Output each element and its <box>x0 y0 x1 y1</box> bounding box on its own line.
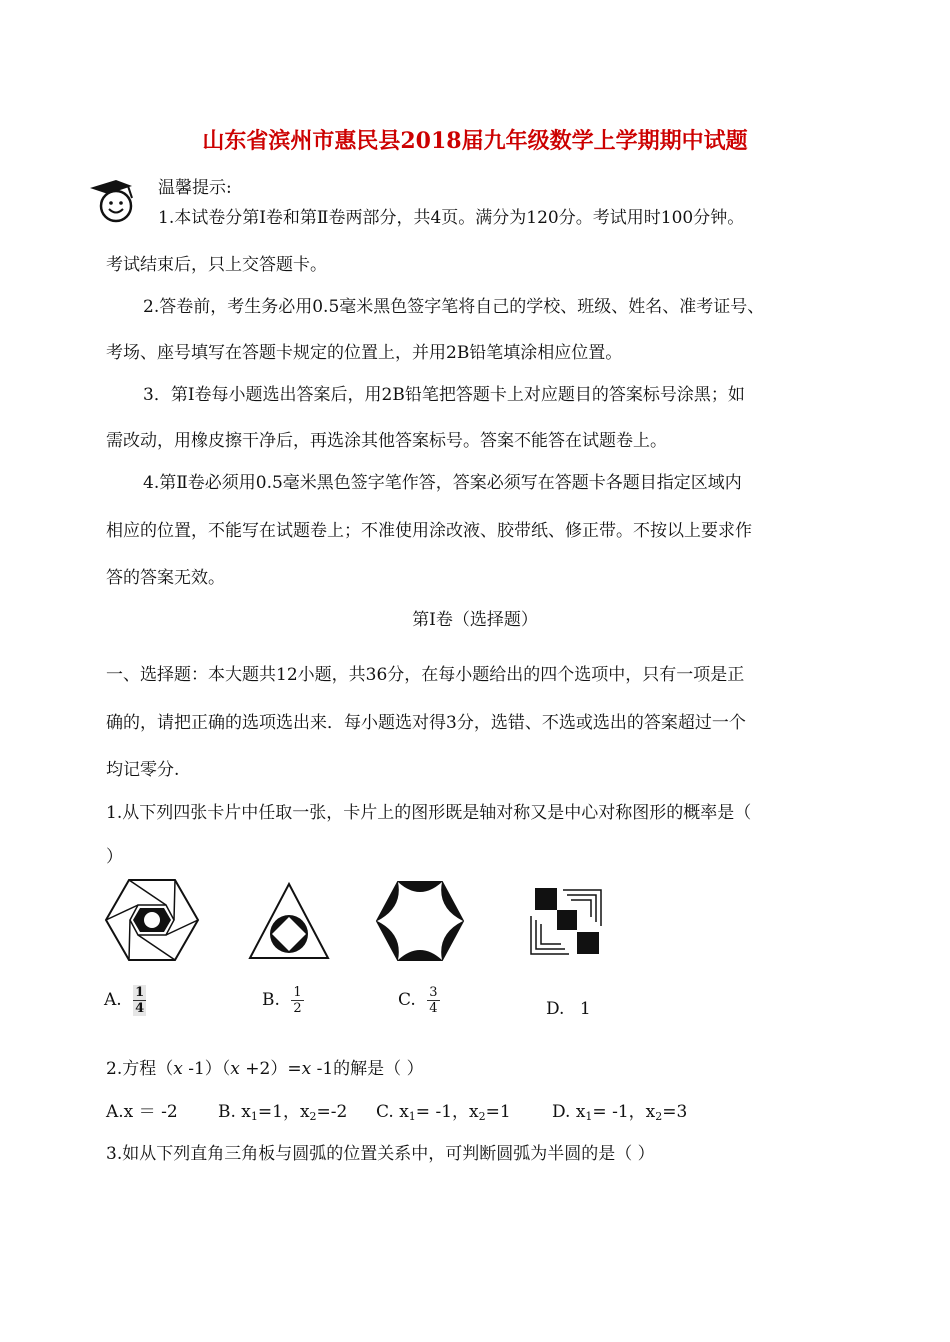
q2-option-b-post: =-2 <box>316 1102 348 1122</box>
tip-3-line-2: 需改动，用橡皮擦干净后，再选涂其他答案标号。答案不能答在试题卷上。 <box>106 431 667 451</box>
tip-2-line-2: 考场、座号填写在答题卡规定的位置上，并用2B铅笔填涂相应位置。 <box>106 343 623 363</box>
q1-option-a-label: A. <box>104 990 122 1010</box>
q2-option-b-pre: B. x <box>218 1102 251 1122</box>
q3-stem: 3.如从下列直角三角板与圆弧的位置关系中，可判断圆弧为半圆的是（ ） <box>106 1144 655 1164</box>
q1-option-b-denominator: 2 <box>293 1001 302 1016</box>
q2-option-c <box>376 1097 511 1123</box>
q2-var-x-3: x <box>301 1059 312 1079</box>
q1-option-d-label: D. <box>546 999 565 1019</box>
part1-line-2: 确的，请把正确的选项选出来．每小题选对得3分，选错、不选或选出的答案超过一个 <box>106 713 746 733</box>
q2-stem <box>106 1054 424 1079</box>
q2-stem-part-1: 2.方程（ <box>106 1059 174 1079</box>
q2-option-d-mid: = -1，x <box>592 1102 656 1122</box>
q2-option-c-post: =1 <box>485 1102 511 1122</box>
q1-option-a <box>104 985 146 1016</box>
q2-option-d-sub-2: 2 <box>655 1110 663 1123</box>
q2-option-c-pre: C. x <box>376 1102 409 1122</box>
q2-option-b-mid: =1，x <box>257 1102 310 1122</box>
section-title: 第Ⅰ卷（选择题） <box>412 610 538 630</box>
tips-heading: 温馨提示: <box>158 178 232 198</box>
q1-option-a-fraction <box>133 985 146 1016</box>
q1-stem-line-2: ） <box>106 847 123 867</box>
q2-option-c-mid: = -1，x <box>415 1102 479 1122</box>
q1-option-c-denominator: 4 <box>429 1001 438 1016</box>
card-hexagon-pinwheel-figure <box>104 878 200 962</box>
q2-option-b-sub-2: 2 <box>309 1110 317 1123</box>
q2-stem-part-4: -1的解是（ ） <box>311 1059 424 1079</box>
q2-var-x-2: x <box>230 1059 240 1079</box>
q1-option-b-numerator: 1 <box>293 985 302 1000</box>
card-hexagon-star-figure <box>375 880 465 962</box>
q1-option-c-label: C. <box>398 990 416 1010</box>
tip-4-line-2: 相应的位置，不能写在试题卷上；不准使用涂改液、胶带纸、修正带。不按以上要求作 <box>106 521 752 541</box>
q1-option-c-numerator: 3 <box>429 985 438 1000</box>
tip-3-line-1: 3．第Ⅰ卷每小题选出答案后，用2B铅笔把答题卡上对应题目的答案标号涂黑；如 <box>143 385 745 405</box>
smiley-student-icon <box>86 176 146 226</box>
part1-line-3: 均记零分. <box>106 760 180 780</box>
q1-option-b-fraction <box>291 985 303 1016</box>
q1-option-a-denominator: 4 <box>135 1001 145 1016</box>
q1-option-d <box>546 999 591 1019</box>
q1-option-d-value: 1 <box>579 999 591 1019</box>
q2-stem-part-2: -1）（ <box>182 1059 231 1079</box>
tip-4-line-3: 答的答案无效。 <box>106 568 225 588</box>
q1-option-b-label: B. <box>262 990 280 1010</box>
q2-option-d-sub-1: 1 <box>585 1110 593 1123</box>
q2-option-c-sub-1: 1 <box>408 1110 416 1123</box>
tip-2-line-1: 2.答卷前，考生务必用0.5毫米黑色签字笔将自己的学校、班级、姓名、准考证号、 <box>143 297 765 317</box>
q1-option-c-fraction <box>427 985 439 1016</box>
card-triangle-circle-figure <box>248 882 330 960</box>
q2-stem-part-3: +2）= <box>239 1059 302 1079</box>
q2-option-d-pre: D. x <box>552 1102 586 1122</box>
tip-4-line-1: 4.第Ⅱ卷必须用0.5毫米黑色签字笔作答，答案必须写在答题卡各题目指定区域内 <box>143 473 742 493</box>
tip-1-line-1: 1.本试卷分第Ⅰ卷和第Ⅱ卷两部分，共4页。满分为120分。考试用时100分钟。 <box>158 208 745 228</box>
q1-option-a-numerator: 1 <box>135 985 145 1000</box>
q2-var-x-1: x <box>173 1059 183 1079</box>
q2-option-c-sub-2: 2 <box>478 1110 486 1123</box>
tip-1-line-2: 考试结束后，只上交答题卡。 <box>106 255 327 275</box>
q2-option-b <box>218 1097 347 1123</box>
q2-option-d-post: =3 <box>662 1102 688 1122</box>
q1-option-c <box>398 985 440 1016</box>
part1-line-1: 一、选择题：本大题共12小题，共36分，在每小题给出的四个选项中，只有一项是正 <box>106 665 745 685</box>
card-squares-figure <box>527 886 605 958</box>
q2-option-d <box>552 1097 687 1123</box>
q1-stem-line-1: 1.从下列四张卡片中任取一张，卡片上的图形既是轴对称又是中心对称图形的概率是（ <box>106 803 752 823</box>
page-title: 山东省滨州市惠民县2018届九年级数学上学期期中试题 <box>202 128 748 154</box>
q2-option-b-sub-1: 1 <box>250 1110 258 1123</box>
q2-option-a: A.x ＝ -2 <box>106 1102 178 1122</box>
q1-option-b <box>262 985 304 1016</box>
